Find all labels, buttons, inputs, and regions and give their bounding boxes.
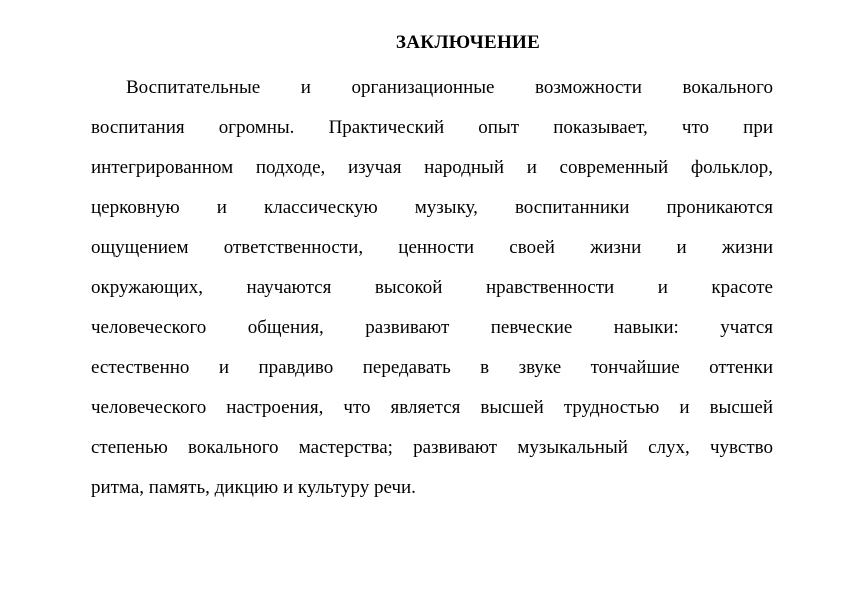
paragraph-line: естественно и правдиво передавать в звуке тончайшие оттенки bbox=[91, 357, 773, 378]
paragraph-line: человеческого настроения, что является высшей трудностью и высшей bbox=[91, 397, 773, 418]
paragraph-line: человеческого общения, развивают певческие навыки: учатся bbox=[91, 317, 773, 338]
paragraph-line: церковную и классическую музыку, воспитанники проникаются bbox=[91, 197, 773, 218]
paragraph-line: воспитания огромны. Практический опыт показывает, что при bbox=[91, 117, 773, 138]
paragraph-line: интегрированном подходе, изучая народный и современный фольклор, bbox=[91, 157, 773, 178]
paragraph-line: степенью вокального мастерства; развивают музыкальный слух, чувство bbox=[91, 437, 773, 458]
paragraph-line: ритма, память, дикцию и культуру речи. bbox=[91, 477, 416, 498]
paragraph-line: окружающих, научаются высокой нравственности и красоте bbox=[91, 277, 773, 298]
paragraph-line: Воспитательные и организационные возможности вокального bbox=[126, 77, 773, 98]
document-title: ЗАКЛЮЧЕНИЕ bbox=[395, 32, 541, 53]
paragraph-line: ощущением ответственности, ценности своей жизни и жизни bbox=[91, 237, 773, 258]
paragraph bbox=[91, 68, 773, 508]
